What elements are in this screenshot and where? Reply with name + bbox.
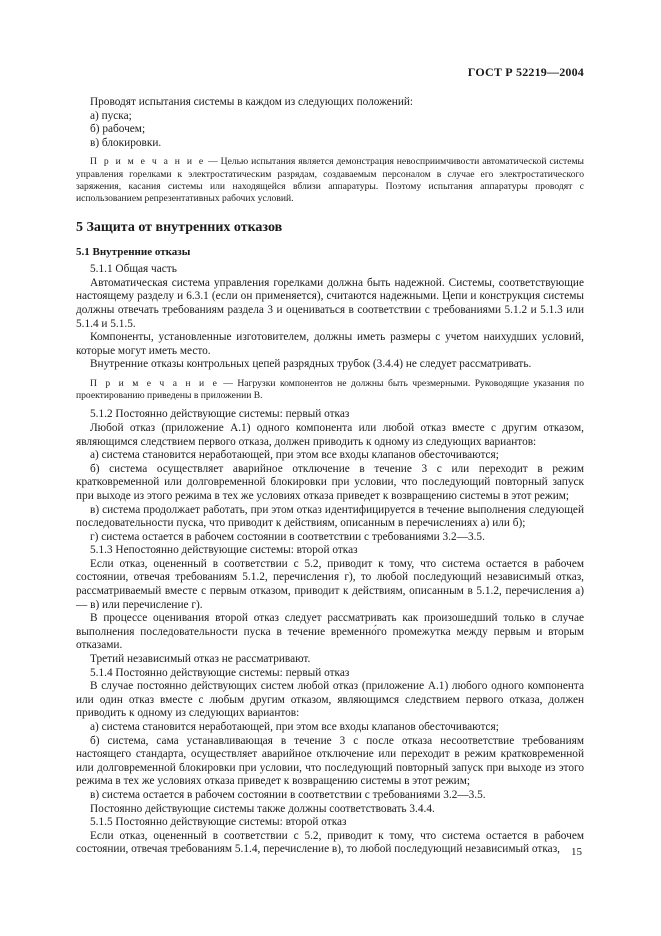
list-item: а) пуска; [90,109,132,122]
clause-title: 5.1.3 Непостоянно действующие системы: второй отказ [90,544,358,557]
paragraph: Автоматическая система управления горелками должна быть надежной. Системы, соответствующие настоящему разделу и 6.3.1 (если он применяется), считаются надежными. Цепи и конструкция системы должны отвечать требованиям раздела 3 и оцениваться в соответствии с требованиями 5.1.2 и 5.1.3 или 5.1.4 и 5.1.5. [76,276,584,330]
clause-title: 5.1.5 Постоянно действующие системы: второй отказ [90,816,347,829]
paragraph: В случае постоянно действующих систем любой отказ (приложение А.1) любого одного компонента или один отказ вместе с любым другим отказом, являющимся следствием первого отказа, должен приводить к одному из следующих вариантов: [76,680,584,720]
list-item: б) рабочем; [90,123,146,136]
list-item: в) система остается в рабочем состоянии в соответствии с требованиями 3.2—3.5. [90,788,486,801]
note-text: — Целью испытания является демонстрация невосприимчивости автоматической системы управления горелками к электростатическим разрядам, создаваемым персоналом в случае его электростатического заряжения, касания системы или находящейся вблизи аппаратуры. Поэтому испытания аппаратуры проводят с использованием репрезентативных рабочих условий. [76,156,585,204]
list-item: а) система становится неработающей, при этом все входы клапанов обесточиваются; [90,449,499,462]
note-esd [76,156,584,205]
list-item: а) система становится неработающей, при этом все входы клапанов обесточиваются; [90,721,499,733]
list-item: в) система продолжает работать, при этом отказ идентифицируется в течение выполнения следующей последовательности пуска, что приводит к действиям, описанным в перечислениях а) или б); [76,503,584,530]
clause-title: 5.1.2 Постоянно действующие системы: первый отказ [90,408,350,421]
list-item: г) система остается в рабочем состоянии в соответствии с требованиями 3.2—3.5. [90,530,485,543]
paragraph: В процессе оценивания второй отказ следует рассматривать как произошедший только в случае выполнения последовательности пуска в течение временно́го промежутка между первым и вторым отказами. [76,612,584,652]
section-title: 5 Защита от внутренних отказов [76,220,283,236]
paragraph: Если отказ, оцененный в соответствии с 5.2, приводит к тому, что система остается в рабочем состоянии, отвечая требованиям 5.1.4, перечисление в), то любой последующий независимый отказ, [76,829,584,856]
clause-title: 5.1.1 Общая часть [90,263,177,276]
intro-lead: Проводят испытания системы в каждом из следующих положений: [90,96,414,108]
note-loads [76,378,584,402]
note-label: П р и м е ч а н и е [90,156,206,168]
note-text: — Нагрузки компонентов не должны быть чрезмерными. Руководящие указания по проектированию приведены в приложении В. [76,377,584,402]
document-id: ГОСТ Р 52219—2004 [467,65,584,79]
clause-title: 5.1.4 Постоянно действующие системы: первый отказ [90,666,350,679]
list-item: в) блокировки. [90,136,162,149]
paragraph: Третий независимый отказ не рассматривают. [90,653,311,666]
subsection-title: 5.1 Внутренние отказы [76,246,191,259]
paragraph: Если отказ, оцененный в соответствии с 5.2, приводит к тому, что система остается в рабочем состоянии, отвечая требованиям 5.1.2, перечисления г), то любой последующий независимый отказ, рассматриваемый вместе с первым отказом, приводит к действиям, описанным в 5.1.2, перечисления а) — в) или перечисление г). [76,557,584,611]
page-number: 15 [571,846,582,858]
page-content [76,96,584,857]
paragraph: Внутренние отказы контрольных цепей разрядных трубок (3.4.4) не следует рассматривать. [90,358,532,371]
note-label: П р и м е ч а н и е [90,377,219,389]
paragraph: Любой отказ (приложение А.1) одного компонента или любой отказ вместе с другим отказом, являющимся следствием первого отказа, должен приводить к одному из следующих вариантов: [76,421,584,448]
list-item: б) система осуществляет аварийное отключение в течение 3 с или переходит в режим кратковременной или долговременной блокировки при условии, что последующий повторный запуск при выходе из этого режима в тех же условиях отказа приведет к возвращению системы в этот режим; [76,462,584,502]
list-item: б) система, сама устанавливающая в течение 3 с после отказа несоответствие требованиям настоящего стандарта, осуществляет аварийное отключение или переходит в режим кратковременной или долговременной блокировки при условии, что последующий повторный запуск при выходе из этого режима в тех же условиях отказа приведет к возвращению системы в этот режим; [76,734,584,788]
paragraph: Компоненты, установленные изготовителем, должны иметь размеры с учетом наихудших условий, которые могут иметь место. [76,331,584,357]
paragraph: Постоянно действующие системы также должны соответствовать 3.4.4. [90,802,435,815]
